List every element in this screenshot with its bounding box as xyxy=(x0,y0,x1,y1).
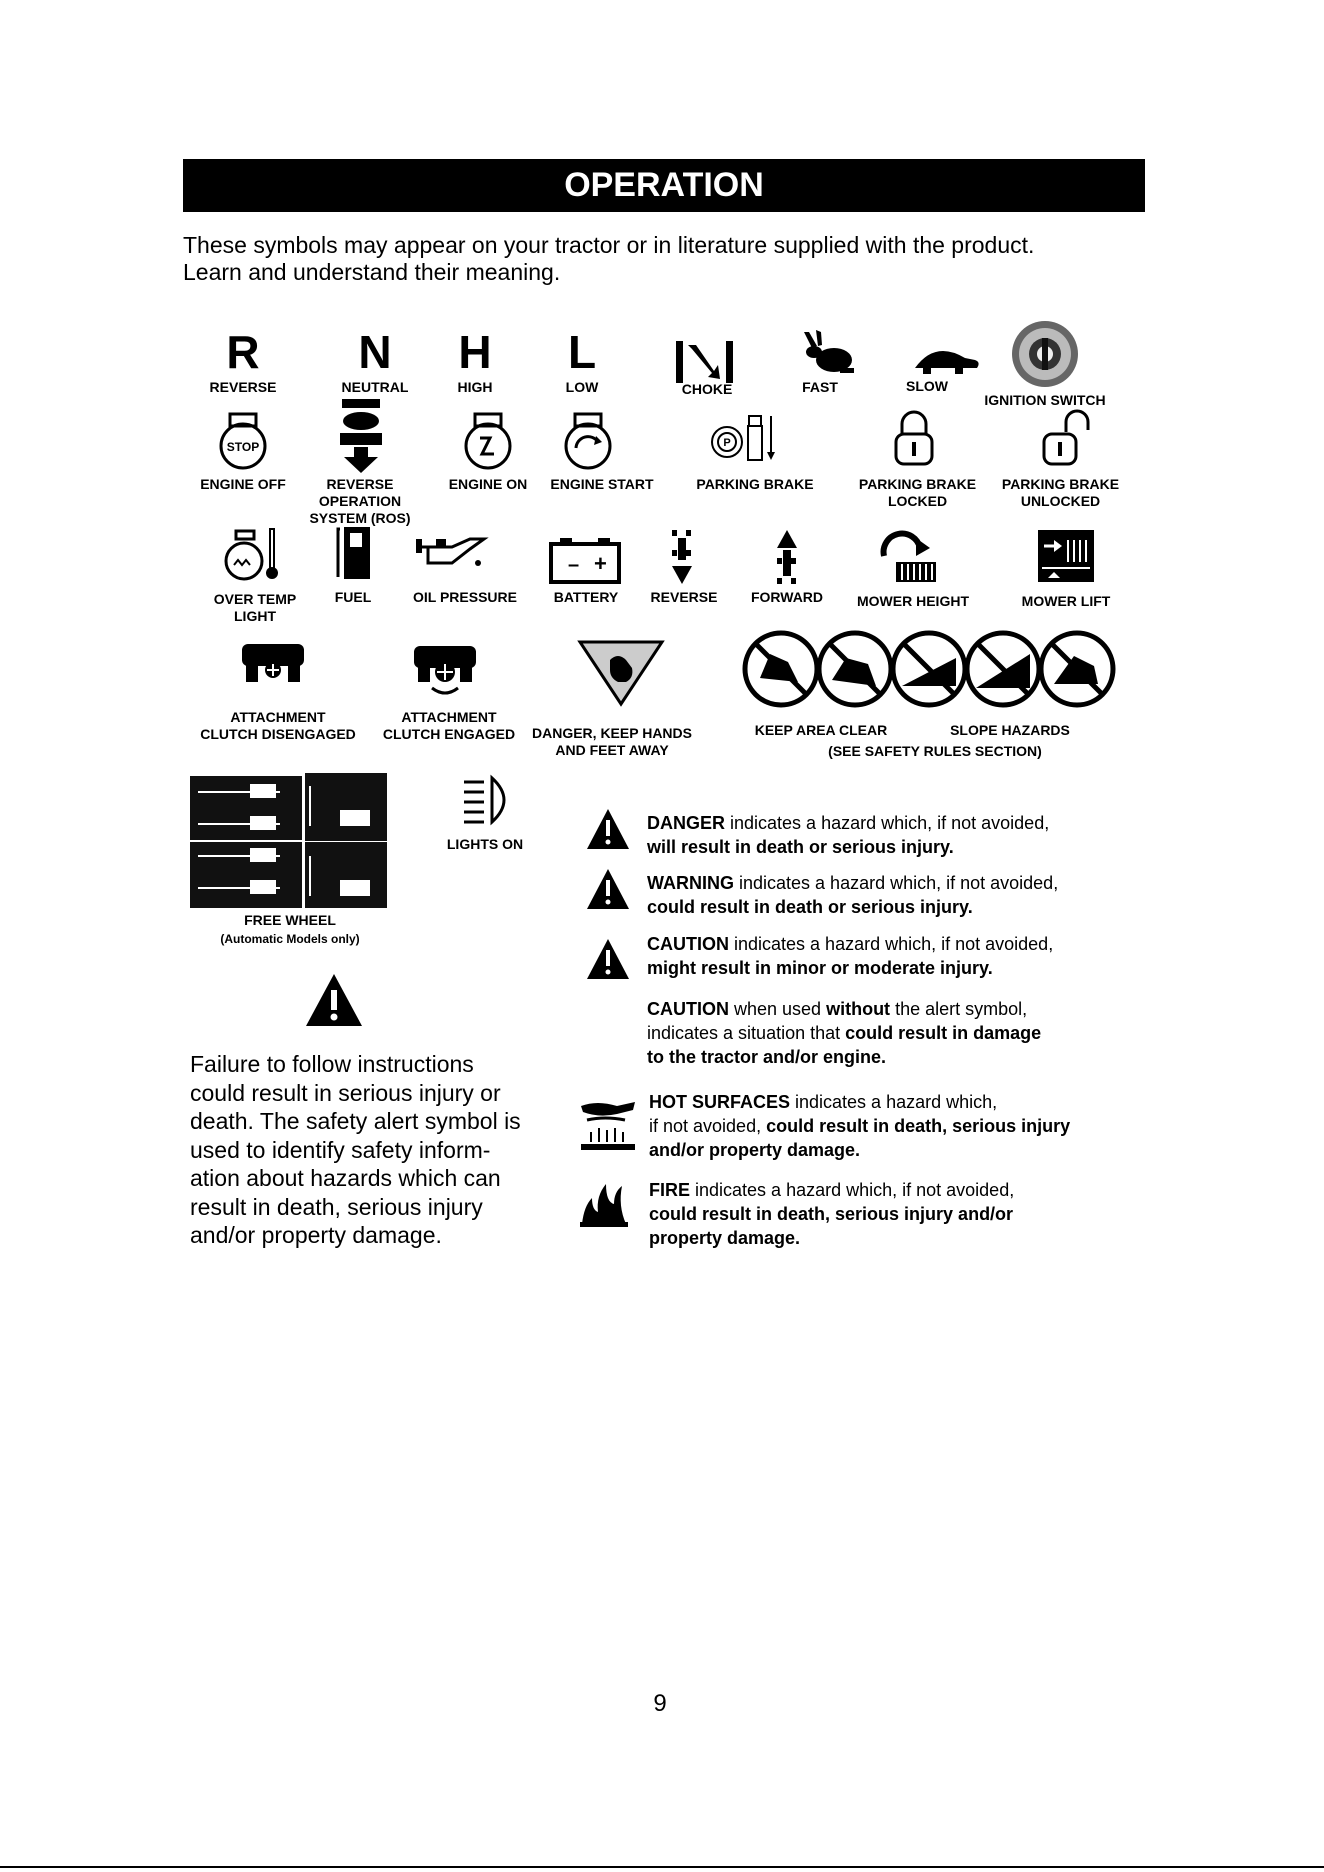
safety-alert-icon xyxy=(304,972,364,1030)
reverse-letter-icon: R xyxy=(226,326,260,378)
parking-brake-locked-icon xyxy=(892,408,936,468)
high-label: HIGH xyxy=(457,379,493,395)
oil-pressure-icon xyxy=(412,535,492,575)
intro-line-2: Learn and understand their meaning. xyxy=(183,259,561,285)
hot-surfaces-signal-text: HOT SURFACES indicates a hazard which, if not avoided, could result in death, serious injury and/or property damage. xyxy=(649,1092,1071,1160)
parking-brake-p-text: P xyxy=(723,437,731,449)
choke-icon xyxy=(670,335,742,387)
high-letter-icon: H xyxy=(458,326,492,378)
lights-on-label: LIGHTS ON xyxy=(446,836,524,852)
keep-area-clear-icon xyxy=(745,633,817,705)
oil-pressure-label: OIL PRESSURE xyxy=(413,589,517,605)
attachment-clutch-engaged-label: ATTACHMENT CLUTCH ENGAGED xyxy=(382,709,516,742)
warning-word: WARNING xyxy=(647,873,734,893)
safety-hazard-icons xyxy=(740,628,1130,710)
headlight-icon xyxy=(458,770,520,830)
see-safety-rules-label: (SEE SAFETY RULES SECTION) xyxy=(828,743,1042,759)
intro-line-1: These symbols may appear on your tractor or in literature supplied with the product. xyxy=(183,232,1035,258)
over-temp-icon xyxy=(222,525,282,585)
keep-area-clear-label: KEEP AREA CLEAR xyxy=(754,722,888,738)
danger-signal-text: DANGER indicates a hazard which, if not avoided, will result in death or serious injury. xyxy=(647,813,1050,857)
forward-arrow-icon xyxy=(773,528,801,588)
engine-on-icon xyxy=(460,412,520,472)
intro-text xyxy=(183,232,1143,286)
battery-label: BATTERY xyxy=(553,589,619,605)
parking-brake-locked-label: PARKING BRAKE LOCKED xyxy=(858,476,977,509)
ignition-switch-label: IGNITION SWITCH xyxy=(984,392,1106,408)
fire-icon xyxy=(578,1176,630,1228)
attachment-clutch-disengaged-label: ATTACHMENT CLUTCH DISENGAGED xyxy=(200,709,356,742)
rabbit-fast-icon xyxy=(800,330,860,380)
caution-no-symbol-text: CAUTION when used without the alert symbol, indicates a situation that could result in damage to the tractor and/or engine. xyxy=(647,999,1042,1067)
slope-hazard-icon-3 xyxy=(1041,633,1113,705)
battery-minus-text: – xyxy=(568,554,580,576)
parking-brake-icon xyxy=(705,412,785,464)
free-wheel-icon xyxy=(190,776,390,908)
slow-label: SLOW xyxy=(906,378,948,394)
engine-off-label: ENGINE OFF xyxy=(200,476,286,492)
mower-lift-label: MOWER LIFT xyxy=(1021,593,1111,609)
bottom-rule xyxy=(0,1866,1324,1868)
parking-brake-unlocked-label: PARKING BRAKE UNLOCKED xyxy=(1001,476,1120,509)
low-label: LOW xyxy=(565,379,599,395)
choke-label: CHOKE xyxy=(681,381,733,397)
ignition-switch-icon xyxy=(1005,318,1085,390)
ros-icon xyxy=(336,397,386,475)
hot-surfaces-word: HOT SURFACES xyxy=(649,1092,791,1112)
caution-signal-text: CAUTION indicates a hazard which, if not avoided, might result in minor or moderate injury. xyxy=(647,934,1054,978)
over-temp-label: OVER TEMP LIGHT xyxy=(213,591,297,624)
engine-off-stop-text: STOP xyxy=(226,440,260,454)
fire-signal-text: FIRE indicates a hazard which, if not avoided, could result in death, serious injury and/or property damage. xyxy=(649,1180,1015,1248)
reverse-direction-label: REVERSE xyxy=(650,589,718,605)
attachment-clutch-engaged-icon xyxy=(410,642,480,698)
danger-hands-label: DANGER, KEEP HANDS AND FEET AWAY xyxy=(532,725,692,758)
warning-signal-text: WARNING indicates a hazard which, if not avoided, could result in death or serious injury. xyxy=(647,873,1059,917)
battery-plus-text: + xyxy=(594,551,607,576)
neutral-label: NEUTRAL xyxy=(341,379,409,395)
warning-alert-icon xyxy=(586,868,630,910)
page-number: 9 xyxy=(653,1690,667,1717)
reverse-label: REVERSE xyxy=(209,379,277,395)
neutral-letter-icon: N xyxy=(358,326,392,378)
caution-word: CAUTION xyxy=(647,934,729,954)
free-wheel-label: FREE WHEEL xyxy=(244,912,336,928)
mower-lift-icon xyxy=(1036,528,1096,584)
caution-alert-icon xyxy=(586,938,630,980)
fast-label: FAST xyxy=(802,379,838,395)
parking-brake-unlocked-icon xyxy=(1040,408,1092,468)
keep-children-clear-icon xyxy=(819,633,891,705)
mower-height-label: MOWER HEIGHT xyxy=(857,593,969,609)
free-wheel-sublabel: (Automatic Models only) xyxy=(220,932,360,946)
failure-warning-text: Failure to follow instructions could result in serious injury or death. The safety alert symbol is used to identify safety inform-ation about hazards which can result in death, serious injury and/or property damage. xyxy=(190,1051,521,1248)
engine-on-label: ENGINE ON xyxy=(448,476,528,492)
turtle-slow-icon xyxy=(905,340,985,376)
hot-surfaces-icon xyxy=(577,1096,639,1154)
engine-start-label: ENGINE START xyxy=(550,476,654,492)
slope-hazards-label: SLOPE HAZARDS xyxy=(950,722,1070,738)
page-title: OPERATION xyxy=(564,166,764,204)
slope-hazard-icon-2 xyxy=(967,633,1039,705)
parking-brake-label: PARKING BRAKE xyxy=(696,476,814,492)
engine-off-icon xyxy=(215,412,275,472)
forward-label: FORWARD xyxy=(750,589,824,605)
mower-height-icon xyxy=(876,528,940,584)
danger-hands-icon xyxy=(576,638,666,708)
danger-alert-icon xyxy=(586,808,630,850)
fuel-pump-icon xyxy=(330,525,376,581)
battery-icon xyxy=(548,538,624,584)
engine-start-icon xyxy=(560,412,620,472)
danger-word: DANGER xyxy=(647,813,726,833)
attachment-clutch-disengaged-icon xyxy=(238,640,308,690)
low-letter-icon: L xyxy=(567,326,597,378)
slope-hazard-icon-1 xyxy=(893,633,965,705)
fire-word: FIRE xyxy=(649,1180,691,1200)
ros-label: REVERSE OPERATION SYSTEM (ROS) xyxy=(309,476,411,526)
fuel-label: FUEL xyxy=(334,589,372,605)
reverse-arrow-icon xyxy=(668,528,696,588)
